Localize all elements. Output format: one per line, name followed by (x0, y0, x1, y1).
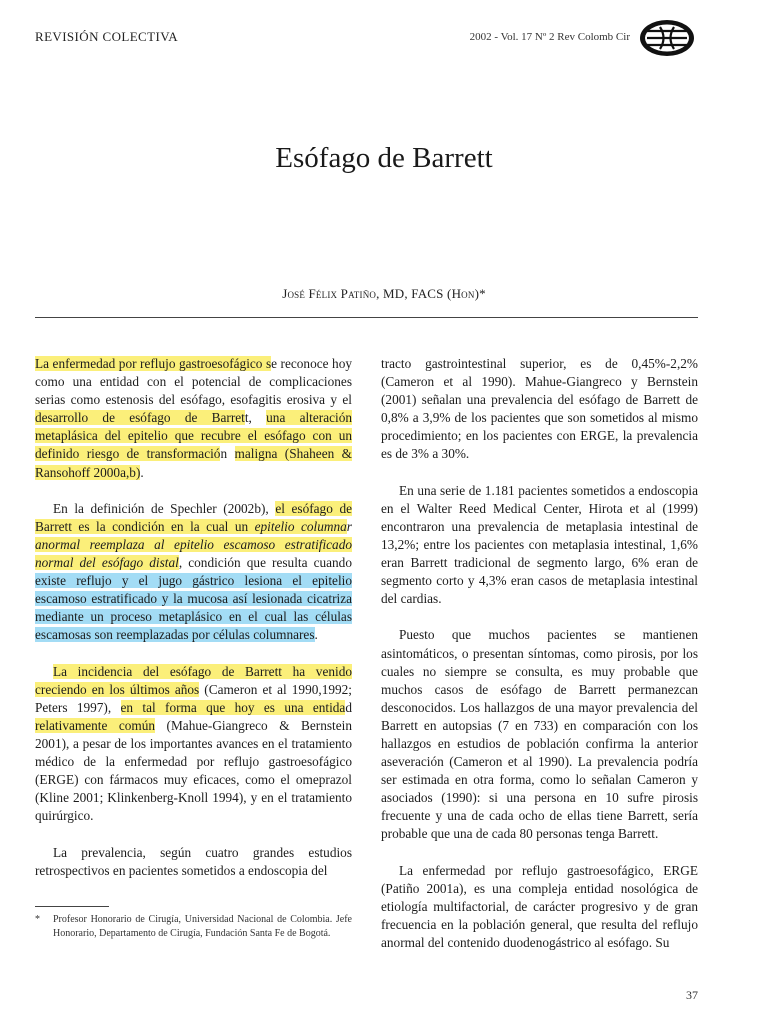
left-paragraph-1 (35, 355, 352, 482)
highlight-blue: existe reflujo y el jugo gástrico lesiona el epitelio escamoso estratificado y la mucosa así lesionada cicatriza mediante un proceso metaplásico en el cual las células escamosas son reemplazadas por células columnares (35, 573, 352, 643)
text-run: (Mahue-Giangreco & Bernstein 2001), a pesar de los importantes avances en el tratamiento médico de la enfermedad por reflujo gastroesofágico (ERGE) con fármacos muy eficaces, como el omeprazol (Kline 2001; Klinkenberg-Knoll 1994), y en el tratamiento quirúrgico. (35, 717, 352, 824)
right-paragraph-3: Puesto que muchos pacientes se mantienen asintomáticos, o presentan síntomas, como pirosis, por los cuales no siempre se consulta, es muy probable que muchos casos de esófago de Barrett permanezcan desconocidos. Los hallazgos de una mayor prevalencia del Barrett en autopsias (7 en 733) en comparación con los hallazgos en estudios de población confirma la anterior aseveración (Cameron et al 1990). La prevalencia podría ser estimada en otra forma, como lo señalan Cameron y asociados (1990): si una persona en 10 sufre pirosis frecuente y una de cada ocho de ellas tiene Barrett, sería probable que una de cada 80 personas tenga Barrett. (381, 627, 698, 842)
text-run: t, (244, 410, 267, 426)
text-run: d (345, 699, 352, 715)
right-paragraph-4: La enfermedad por reflujo gastroesofágico, ERGE (Patiño 2001a), es una compleja entidad nosológica de etiología multifactorial, de carácter progresivo y de gran frecuencia en la población general, que resulta del reflujo anormal del contenido duodenogástrico al esófago. Su (381, 862, 698, 950)
right-paragraph-1: tracto gastrointestinal superior, es de 0,45%-2,2% (Cameron et al 1990). Mahue-Giangreco y Bernstein (2001) señalan una prevalencia del esófago de Barrett de 0,8% a 3,9% de los pacientes que son sometidos al mismo procedimiento; en los pacientes con ERGE, la prevalencia es de 3% a 30%. (381, 356, 698, 462)
left-paragraph-4: La prevalencia, según cuatro grandes estudios retrospectivos en pacientes sometidos a endoscopia del (35, 844, 352, 878)
text-run: En la definición de Spechler (2002b), (53, 500, 276, 516)
journal-logo-icon (638, 18, 696, 58)
journal-citation: 2002 - Vol. 17 Nº 2 Rev Colomb Cir (469, 31, 630, 43)
footnote-divider (35, 906, 109, 907)
footnote (35, 913, 352, 940)
highlight: relativamente común (35, 717, 156, 733)
highlight-italic: anormal reemplaza al epitelio escamoso estratificado normal del esófago distal (35, 536, 352, 571)
text-run-italic: r (346, 518, 352, 534)
left-paragraph-2 (35, 500, 352, 645)
left-column (35, 355, 352, 880)
highlight: maligna (Shaheen & Ransohoff 2000a,b) (35, 446, 353, 480)
text-run: , condición que resulta cuando (178, 555, 352, 571)
left-paragraph-3 (35, 663, 352, 826)
highlight: La incidencia del esófago de Barrett ha venido creciendo en los últimos años (35, 663, 352, 697)
page-number: 37 (686, 988, 698, 1002)
text-run: . (140, 464, 144, 480)
article-author: José Félix Patiño, MD, FACS (Hon)* (282, 286, 486, 301)
right-paragraph-2: En una serie de 1.181 pacientes sometidos a endoscopia en el Walter Reed Medical Center, Hirota et al (1999) encontraron una prevalencia de metaplasia intestinal de 13,2%; entre los pacientes con metaplasia intestinal, 1,6% eran Barrett tradicional de segmento largo, 6% eran de segmento corto y 4,3% eran casos de metaplasia intestinal del cardias. (381, 482, 698, 607)
right-column (381, 355, 698, 952)
highlight: en tal forma que hoy es una entida (120, 699, 346, 715)
highlight-italic: epitelio columna (254, 518, 347, 534)
text-run: . (314, 627, 318, 643)
section-label: REVISIÓN COLECTIVA (35, 29, 179, 44)
text-run: (Cameron et al 1990,1992; Peters 1997), (35, 681, 352, 715)
text-run: n (220, 446, 235, 462)
highlight: desarrollo de esófago de Barret (35, 410, 245, 426)
highlight: La enfermedad por reflujo gastroesofágico s (35, 356, 272, 371)
header-divider (35, 317, 698, 318)
footnote-mark: * (35, 914, 40, 925)
footnote-text: Profesor Honorario de Cirugía, Universidad Nacional de Colombia. Jefe Honorario, Departamento de Cirugía, Fundación Santa Fe de Bogotá. (53, 914, 352, 939)
text-run: e reconoce hoy como una entidad con el potencial de complicaciones serias como estenosis del esófago, esofagitis erosiva y el (35, 356, 352, 408)
highlight: el esófago de Barrett es la condición en la cual un (35, 500, 352, 534)
highlight: una alteración metaplásica del epitelio que recubre el esófago con un definido riesgo de transformació (35, 410, 353, 462)
article-title: Esófago de Barrett (275, 142, 493, 174)
